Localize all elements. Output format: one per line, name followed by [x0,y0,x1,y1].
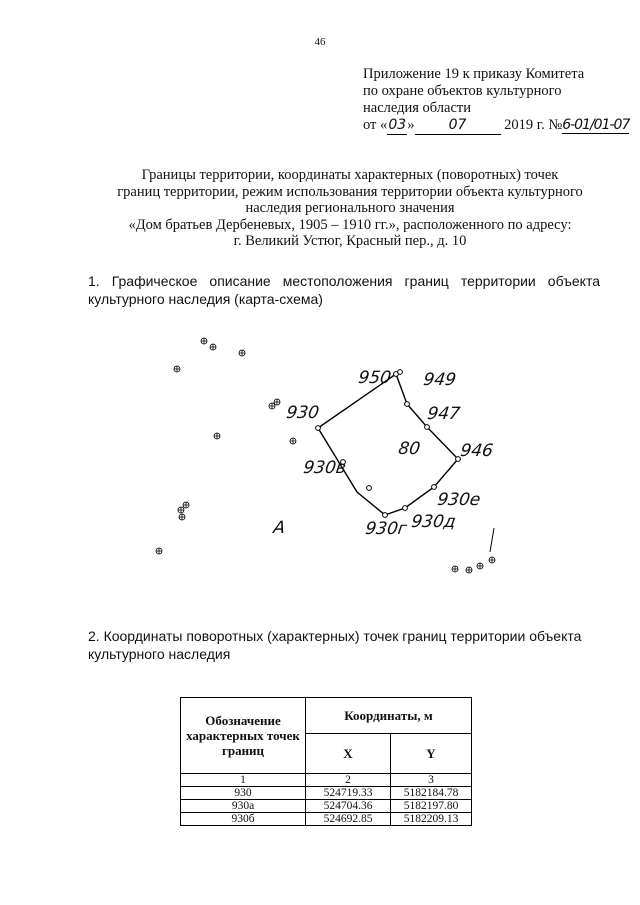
survey-marker-icon [156,548,162,554]
date-day: 03 [388,117,407,133]
survey-marker-icon [239,350,245,356]
survey-marker-icon [489,557,495,563]
title-line-3: наследия регионального значения [245,200,455,216]
document-title [60,167,640,250]
date-year: 2019 г. № [504,117,563,133]
survey-marker-icon [183,502,189,508]
cell-x: 524692.85 [306,813,391,826]
survey-marker-icon [174,366,180,372]
appendix-line-1: Приложение 19 к приказу Комитета [363,66,585,82]
map-edge-mark [490,528,494,552]
section-2-line-1: 2. Координаты поворотных (характерных) точек границ территории объекта [88,628,582,644]
cell-y: 5182184.78 [391,787,472,800]
table-row [181,787,472,800]
date-prefix: от « [363,117,388,133]
map-label: 930д [410,512,458,532]
cell-y: 5182197.80 [391,800,472,813]
boundary-map-scheme [140,330,520,590]
col-num-3: 3 [391,774,472,787]
map-label: 950 [357,368,393,388]
title-line-1: Границы территории, координаты характерных (поворотных) точек [141,167,559,183]
boundary-vertex [398,370,403,375]
page-number: 46 [314,36,326,48]
map-label: 947 [426,404,462,424]
survey-marker-icon [214,433,220,439]
order-number: 6-01/01-07 [562,117,630,133]
header-point-designation: Обозначение характерных точек границ [181,698,306,774]
boundary-vertex [432,485,437,490]
boundary-vertex [367,486,372,491]
section-1-line-1: 1. Графическое описание местоположения границ территории объекта [88,273,600,289]
appendix-block [363,66,628,135]
survey-marker-icon [466,567,472,573]
date-mid: » [407,117,415,133]
boundary-vertex [403,506,408,511]
coordinates-table [180,697,472,826]
survey-marker-icon [274,399,280,405]
boundary-vertex [425,425,430,430]
boundary-outline [318,374,458,515]
col-num-1: 1 [181,774,306,787]
table-row [181,813,472,826]
cell-x: 524704.36 [306,800,391,813]
boundary-vertex [316,426,321,431]
col-num-2: 2 [306,774,391,787]
map-label: 946 [459,441,495,461]
survey-marker-icon [269,403,275,409]
survey-marker-icon [210,344,216,350]
section-1-heading [88,272,600,308]
section-1-line-2: культурного наследия (карта-схема) [88,291,323,307]
map-label: 930е [436,490,482,510]
date-month: 07 [415,117,501,135]
cell-x: 524719.33 [306,787,391,800]
boundary-vertex [383,513,388,518]
survey-marker-icon [178,507,184,513]
survey-marker-icon [452,566,458,572]
title-line-5: г. Великий Устюг, Красный пер., д. 10 [233,233,467,249]
map-label: 930 [285,403,321,423]
table-row [181,800,472,813]
header-x: X [306,734,391,774]
map-label: 930в [302,458,348,478]
cell-y: 5182209.13 [391,813,472,826]
title-line-4: «Дом братьев Дербеневых, 1905 – 1910 гг.», расположенного по адресу: [128,216,572,233]
cell-point: 930а [181,800,306,813]
map-label: 949 [422,370,458,390]
title-line-2: границ территории, режим использования территории объекта культурного [117,183,583,200]
header-y: Y [391,734,472,774]
section-2-line-2: культурного наследия [88,646,231,662]
cell-point: 930б [181,813,306,826]
section-2-heading [88,627,608,663]
header-coordinates: Координаты, м [306,698,472,734]
survey-marker-icon [201,338,207,344]
map-label: A [272,518,287,538]
survey-marker-icon [179,514,185,520]
map-label: 80 [397,439,422,459]
appendix-line-3: наследия области [363,100,472,116]
cell-point: 930 [181,787,306,800]
map-label: 930г [364,519,409,539]
boundary-vertex [405,402,410,407]
survey-marker-icon [477,563,483,569]
survey-marker-icon [290,438,296,444]
appendix-line-2: по охране объектов культурного [363,83,562,99]
appendix-date-line [363,117,628,135]
